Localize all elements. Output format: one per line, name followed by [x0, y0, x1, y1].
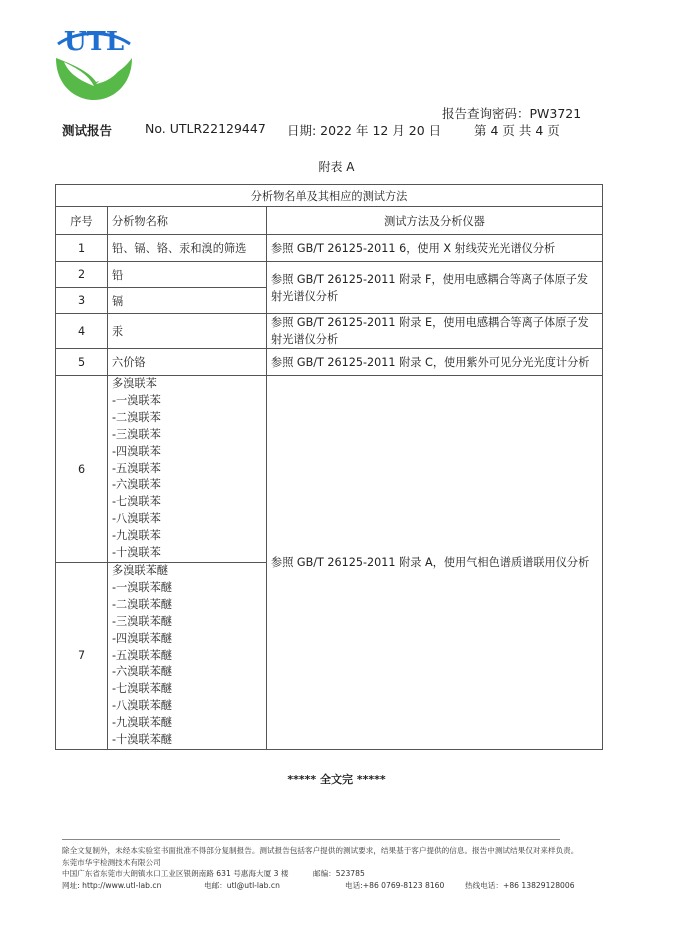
- row-method: 参照 GB/T 26125-2011 附录 E，使用电感耦合等离子体原子发射光谱仪分析: [267, 314, 603, 349]
- footer-disclaimer: 除全文复制外，未经本实验室书面批准不得部分复制报告。测试报告包括客户提供的测试要求，结果基于客户提供的信息。报告中测试结果仅对来样负责。: [62, 846, 579, 855]
- analyte-item: -七溴联苯醚: [112, 682, 172, 696]
- analyte-item: -一溴联苯醚: [112, 580, 172, 594]
- analyte-item: -七溴联苯: [112, 495, 161, 509]
- page-indicator: 第 4 页 共 4 页: [474, 123, 560, 138]
- end-of-report: ***** 全文完 *****: [287, 773, 386, 786]
- analyte-item: -一溴联苯: [112, 393, 161, 407]
- row-no: 2: [56, 262, 108, 288]
- logo-text: UTL: [63, 27, 125, 57]
- analyte-item: -四溴联苯醚: [112, 631, 172, 645]
- header-analyte: 分析物名称: [108, 207, 267, 235]
- analyte-item: -三溴联苯: [112, 427, 161, 441]
- footer-phone: 电话:+86 0769-8123 8160: [345, 880, 445, 890]
- footer-email: 电邮：utl@utl-lab.cn: [204, 880, 280, 890]
- query-password: 报告查询密码：PW3721: [442, 106, 582, 121]
- report-number: No. UTLR22129447: [145, 121, 266, 136]
- table-row: [56, 314, 603, 349]
- table-header-row: [56, 207, 603, 235]
- row-no: 4: [56, 314, 108, 349]
- analyte-item: 多溴联苯醚: [112, 564, 168, 577]
- analyte-item: -十溴联苯醚: [112, 733, 172, 747]
- analyte-item: -五溴联苯醚: [112, 648, 172, 662]
- analyte-item: -三溴联苯醚: [112, 614, 172, 628]
- row-no: 1: [56, 235, 108, 262]
- table-row: [56, 262, 603, 288]
- analyte-item: -四溴联苯: [112, 444, 161, 458]
- analyte-item: -二溴联苯醚: [112, 597, 172, 611]
- row-no: 3: [56, 288, 108, 314]
- report-date: 日期: 2022 年 12 月 20 日: [287, 123, 442, 138]
- analyte-item: -九溴联苯醚: [112, 716, 172, 730]
- row-analyte: 镉: [108, 288, 267, 314]
- analyte-item: 多溴联苯: [112, 377, 157, 391]
- row-analyte: 汞: [108, 314, 267, 349]
- analyte-item: -八溴联苯: [112, 512, 161, 526]
- row-no: 5: [56, 349, 108, 376]
- appendix-title: 附表 A: [318, 160, 355, 174]
- header-method: 测试方法及分析仪器: [267, 207, 603, 235]
- analyte-table: [55, 184, 603, 750]
- analyte-item: -八溴联苯醚: [112, 699, 172, 713]
- row-analyte-list: [108, 376, 267, 563]
- analyte-item: -五溴联苯: [112, 461, 161, 475]
- footer-postcode: 邮编：523785: [313, 869, 365, 879]
- footer-hotline: 热线电话：+86 13829128006: [465, 880, 575, 890]
- row-method: 参照 GB/T 26125-2011 附录 A，使用气相色谱质谱联用仪分析: [267, 376, 603, 750]
- row-method: 参照 GB/T 26125-2011 6，使用 X 射线荧光光谱仪分析: [267, 235, 603, 262]
- company-logo: [50, 12, 138, 104]
- report-title: 测试报告: [62, 123, 113, 138]
- row-analyte-list: [108, 563, 267, 750]
- table-caption: 分析物名单及其相应的测试方法: [56, 185, 603, 207]
- row-method: 参照 GB/T 26125-2011 附录 F，使用电感耦合等离子体原子发射光谱仪分析: [267, 262, 603, 314]
- row-analyte: 铅、镉、铬、汞和溴的筛选: [108, 235, 267, 262]
- row-analyte: 铅: [108, 262, 267, 288]
- footer-divider: [62, 839, 560, 840]
- table-row: [56, 235, 603, 262]
- header-no: 序号: [56, 207, 108, 235]
- row-no: 6: [56, 376, 108, 563]
- table-row: [56, 376, 603, 563]
- footer-address: 中国广东省东莞市大朗镇水口工业区银朗南路 631 号惠海大厦 3 楼: [62, 869, 289, 879]
- analyte-item: -六溴联苯醚: [112, 665, 172, 679]
- footer-website: 网址: http://www.utl-lab.cn: [62, 880, 162, 890]
- analyte-item: -十溴联苯: [112, 546, 161, 560]
- row-analyte: 六价铬: [108, 349, 267, 376]
- table-row: [56, 349, 603, 376]
- row-no: 7: [56, 563, 108, 750]
- analyte-item: -六溴联苯: [112, 478, 161, 492]
- footer-company: 东莞市华宇检测技术有限公司: [62, 857, 161, 867]
- row-method: 参照 GB/T 26125-2011 附录 C，使用紫外可见分光光度计分析: [267, 349, 603, 376]
- analyte-item: -九溴联苯: [112, 529, 161, 543]
- analyte-item: -二溴联苯: [112, 410, 161, 424]
